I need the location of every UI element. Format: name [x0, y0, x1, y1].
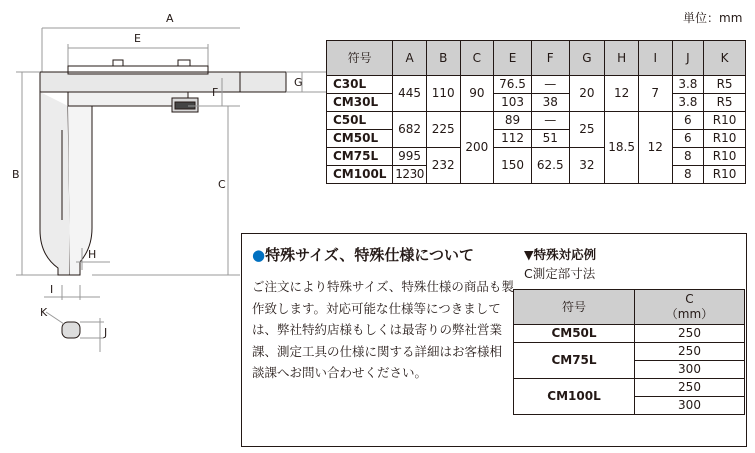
spec-cell-e: 112	[494, 130, 532, 148]
spec-cell-h: 18.5	[605, 112, 639, 184]
spec-cell-j: 8	[672, 166, 704, 184]
special-spec-box	[241, 233, 747, 447]
spec-header-f: F	[531, 41, 569, 76]
spec-cell-e: 150	[494, 148, 532, 184]
spec-header-i: I	[638, 41, 672, 76]
bullet-dot-icon: ●	[252, 246, 266, 264]
example-header-c	[635, 290, 745, 325]
diagram-label-i: I	[50, 283, 54, 296]
spec-cell-j: 3.8	[672, 94, 704, 112]
spec-model: CM30L	[327, 94, 393, 112]
spec-row	[327, 94, 746, 112]
spec-cell-j: 3.8	[672, 76, 704, 94]
spec-cell-f: 62.5	[531, 148, 569, 184]
spec-table	[326, 40, 746, 184]
spec-model: CM100L	[327, 166, 393, 184]
spec-cell-k: R10	[704, 148, 746, 166]
example-row	[514, 379, 745, 397]
diagram-label-c: C	[218, 178, 226, 191]
spec-row	[327, 76, 746, 94]
diagram-label-a: A	[166, 12, 174, 25]
example-row	[514, 343, 745, 361]
diagram-label-j: J	[104, 326, 108, 339]
spec-cell-g: 25	[569, 112, 605, 148]
spec-cell-f: 51	[531, 130, 569, 148]
spec-row	[327, 148, 746, 166]
spec-cell-b: 110	[426, 76, 460, 112]
spec-cell-a: 995	[393, 148, 427, 166]
spec-cell-j: 6	[672, 130, 704, 148]
spec-cell-c: 200	[460, 112, 494, 184]
spec-cell-b: 225	[426, 112, 460, 148]
spec-model: C50L	[327, 112, 393, 130]
special-spec-title	[252, 244, 474, 265]
beam-extension	[240, 70, 330, 110]
example-model: CM75L	[514, 343, 635, 379]
example-table	[513, 289, 745, 415]
spec-row	[327, 112, 746, 130]
spec-header-row	[327, 41, 746, 76]
spec-cell-k: R10	[704, 130, 746, 148]
spec-cell-h: 12	[605, 76, 639, 112]
diagram-label-f: F	[212, 86, 219, 99]
spec-cell-k: R10	[704, 166, 746, 184]
spec-cell-k: R10	[704, 112, 746, 130]
example-model: CM100L	[514, 379, 635, 415]
example-row	[514, 325, 745, 343]
spec-cell-j: 6	[672, 112, 704, 130]
spec-cell-k: R5	[704, 94, 746, 112]
spec-header-model: 符号	[327, 41, 393, 76]
spec-model: CM75L	[327, 148, 393, 166]
spec-cell-c: 90	[460, 76, 494, 112]
spec-model: CM50L	[327, 130, 393, 148]
spec-cell-f: 38	[531, 94, 569, 112]
example-header-row	[514, 290, 745, 325]
example-header-model: 符号	[514, 290, 635, 325]
diagram-label-g: G	[294, 76, 303, 89]
spec-cell-f: —	[531, 112, 569, 130]
unit-label: 単位：mm	[683, 11, 743, 25]
spec-cell-f: —	[531, 76, 569, 94]
spec-cell-j: 8	[672, 148, 704, 166]
diagram-label-h: H	[88, 248, 97, 261]
spec-cell-b: 232	[426, 148, 460, 184]
spec-model: C30L	[327, 76, 393, 94]
spec-header-b: B	[426, 41, 460, 76]
spec-cell-i: 12	[638, 112, 672, 184]
example-value: 250	[635, 379, 745, 397]
spec-cell-e: 76.5	[494, 76, 532, 94]
special-spec-title-text: 特殊サイズ、特殊仕様について	[265, 246, 475, 264]
spec-cell-i: 7	[638, 76, 672, 112]
example-value: 300	[635, 397, 745, 415]
spec-header-e: E	[494, 41, 532, 76]
spec-cell-a: 1230	[393, 166, 427, 184]
spec-row	[327, 130, 746, 148]
spec-cell-g: 32	[569, 148, 605, 184]
example-header-c-line2: （mm）	[665, 307, 714, 321]
special-spec-body: ご注文により特殊サイズ、特殊仕様の商品も製作致します。対応可能な仕様等につきましては、弊社特約店様もしくは最寄りの弊社営業課、測定工具の仕様に関する詳細はお客様相談課へお問い合わせください。	[252, 279, 514, 380]
spec-cell-k: R5	[704, 76, 746, 94]
diagram-label-k: K	[40, 306, 48, 319]
spec-cell-a: 682	[393, 112, 427, 148]
example-value: 250	[635, 325, 745, 343]
example-value: 250	[635, 343, 745, 361]
example-value: 300	[635, 361, 745, 379]
spec-header-j: J	[672, 41, 704, 76]
spec-header-a: A	[393, 41, 427, 76]
caliper-diagram	[0, 0, 240, 360]
example-subtitle: C測定部寸法	[524, 266, 596, 281]
spec-header-k: K	[704, 41, 746, 76]
example-model: CM50L	[514, 325, 635, 343]
spec-header-h: H	[605, 41, 639, 76]
spec-cell-e: 103	[494, 94, 532, 112]
example-header-c-line1: C	[685, 292, 694, 306]
diagram-label-e: E	[134, 32, 141, 45]
example-title: ▼特殊対応例	[524, 247, 597, 262]
spec-cell-e: 89	[494, 112, 532, 130]
spec-cell-a: 445	[393, 76, 427, 112]
spec-header-g: G	[569, 41, 605, 76]
spec-cell-g: 20	[569, 76, 605, 112]
spec-header-c: C	[460, 41, 494, 76]
diagram-label-b: B	[12, 168, 20, 181]
